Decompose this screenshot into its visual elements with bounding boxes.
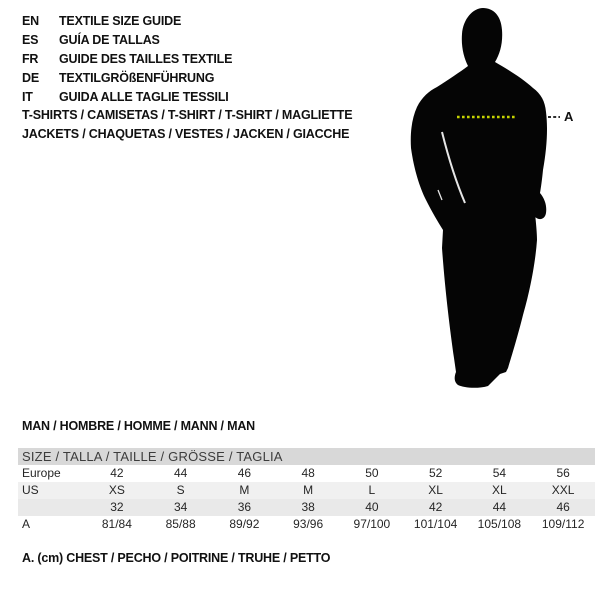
size-cell: 40	[365, 500, 379, 514]
size-cell: 52	[428, 466, 443, 480]
table-row	[18, 499, 595, 516]
language-title: GUÍA DE TALLAS	[59, 32, 160, 47]
row-label	[18, 499, 85, 516]
size-table-header: SIZE / TALLA / TAILLE / GRÖSSE / TAGLIA	[18, 448, 595, 465]
language-code: ES	[22, 32, 39, 47]
row-label: Europe	[22, 466, 61, 480]
size-cell: 42	[428, 500, 443, 514]
size-cell: 36	[237, 500, 252, 514]
language-row	[22, 87, 232, 106]
language-title: GUIDE DES TAILLES TEXTILE	[59, 51, 233, 66]
size-cell: 89/92	[229, 517, 260, 531]
size-cell: 109/112	[541, 517, 585, 531]
size-cell: 101/104	[413, 517, 458, 531]
size-cell: 85/88	[165, 517, 196, 531]
table-row	[18, 482, 595, 499]
size-cell: XS	[108, 483, 125, 497]
size-cell: S	[176, 483, 185, 497]
language-title: TEXTILE SIZE GUIDE	[59, 13, 182, 28]
row-label: A	[22, 517, 31, 531]
size-cell: 81/84	[101, 517, 132, 531]
language-code: IT	[22, 89, 33, 104]
category-tshirts: T-SHIRTS / CAMISETAS / T-SHIRT / T-SHIRT / MAGLIETTE	[22, 108, 353, 122]
footnote-chest: A. (cm) CHEST / PECHO / POITRINE / TRUHE / PETTO	[22, 551, 331, 565]
size-cell: 46	[237, 466, 252, 480]
language-row	[22, 11, 232, 30]
table-row	[18, 465, 595, 482]
size-cell: 42	[110, 466, 124, 480]
language-row	[22, 30, 232, 49]
size-cell: M	[303, 483, 314, 497]
size-table	[18, 448, 595, 533]
language-title: TEXTILGRÖßENFÜHRUNG	[59, 70, 215, 85]
language-row	[22, 68, 232, 87]
size-cell: 34	[173, 500, 188, 514]
language-code: DE	[22, 70, 39, 85]
language-title: GUIDA ALLE TAGLIE TESSILI	[59, 89, 229, 104]
size-cell: 32	[110, 500, 124, 514]
language-row	[22, 49, 232, 68]
size-cell: XXL	[551, 483, 575, 497]
man-silhouette	[411, 8, 547, 388]
figure-silhouette	[390, 0, 600, 420]
language-list	[22, 11, 232, 106]
language-code: FR	[22, 51, 39, 66]
category-jackets: JACKETS / CHAQUETAS / VESTES / JACKEN / GIACCHE	[22, 127, 350, 141]
row-label: US	[22, 483, 39, 497]
size-cell: 105/108	[477, 517, 522, 531]
size-cell: 97/100	[353, 517, 391, 531]
size-table-body	[18, 465, 595, 533]
measurement-label-a: A	[564, 109, 574, 124]
size-cell: 50	[365, 466, 379, 480]
size-cell: 56	[556, 466, 570, 480]
size-cell: 93/96	[293, 517, 324, 531]
size-cell: 54	[492, 466, 507, 480]
size-cell: 48	[301, 466, 315, 480]
size-cell: 44	[173, 466, 188, 480]
size-cell: 44	[492, 500, 507, 514]
man-silhouette-svg	[390, 0, 600, 420]
section-title-man: MAN / HOMBRE / HOMME / MANN / MAN	[22, 419, 255, 433]
size-cell: L	[368, 483, 376, 497]
language-code: EN	[22, 13, 39, 28]
size-cell: 38	[301, 500, 315, 514]
size-cell: XL	[428, 483, 443, 497]
table-row	[18, 516, 595, 533]
size-cell: 46	[556, 500, 570, 514]
size-cell: XL	[492, 483, 507, 497]
size-cell: M	[239, 483, 250, 497]
